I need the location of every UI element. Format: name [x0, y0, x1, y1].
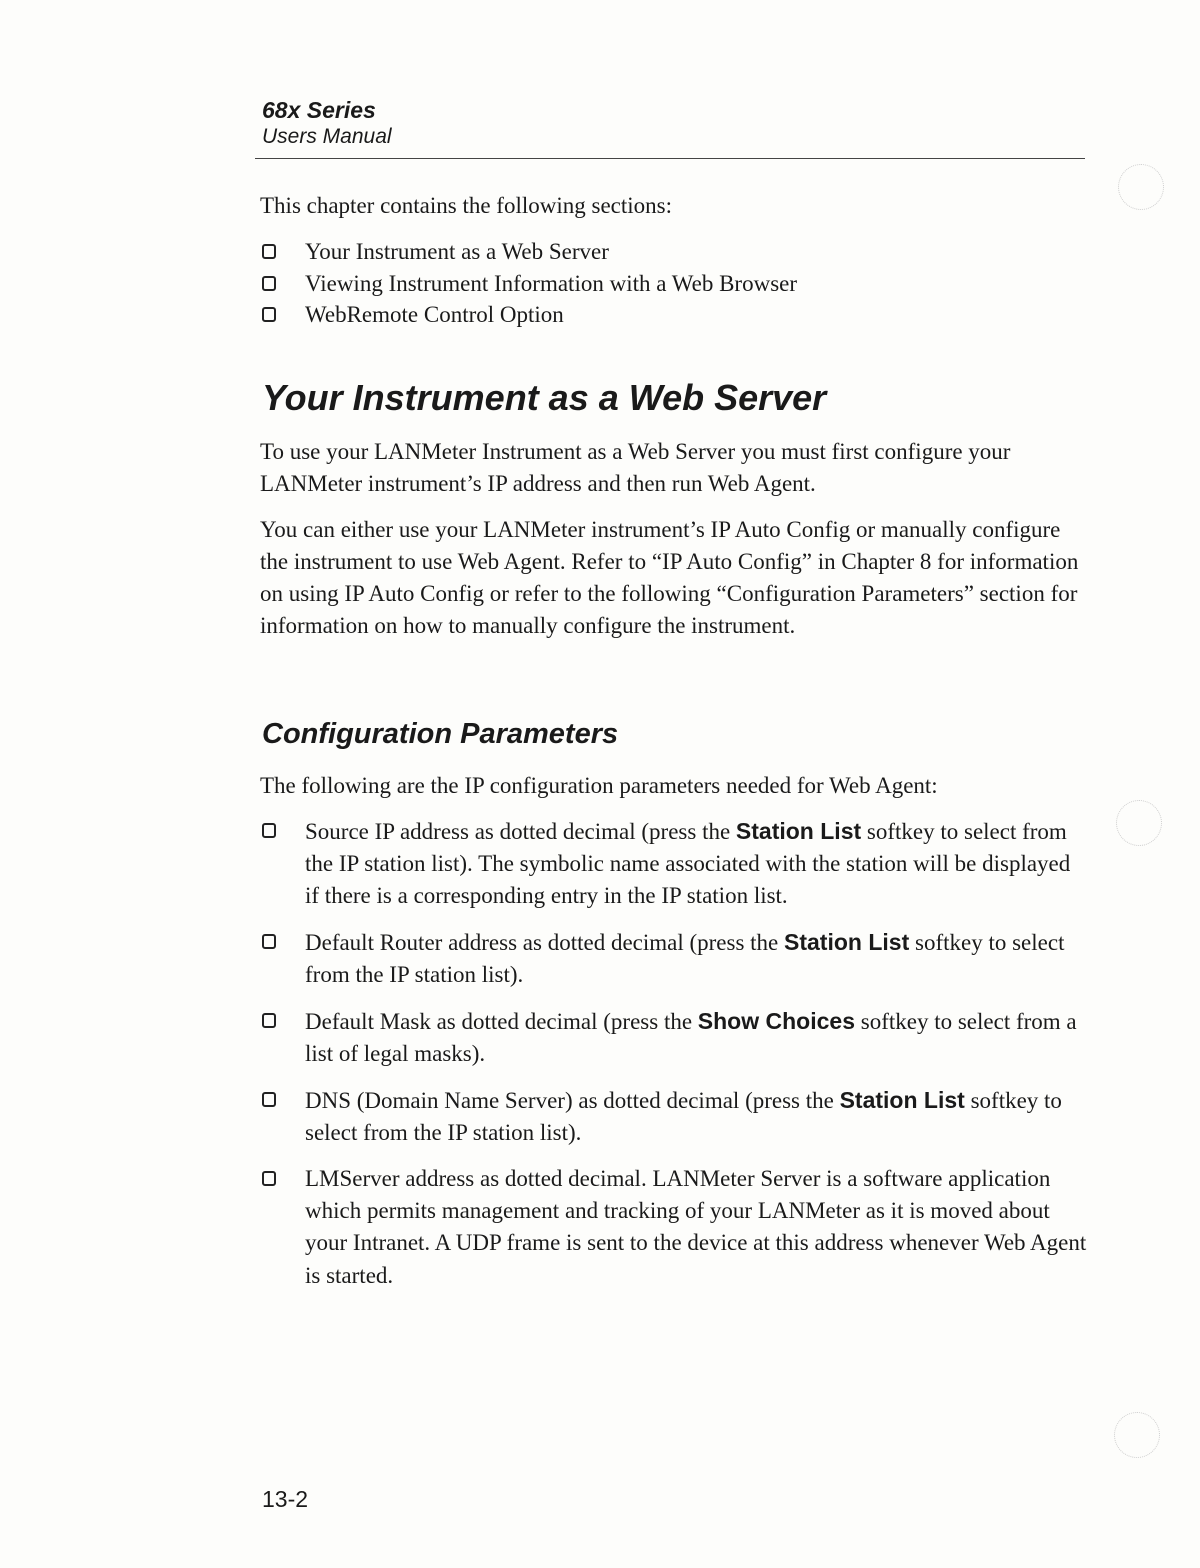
item-text: DNS (Domain Name Server) as dotted decimal (press the: [305, 1088, 840, 1113]
list-item: [260, 926, 1090, 991]
section-list: [260, 236, 1080, 331]
item-text: softkey to select from a list of legal masks).: [305, 1009, 1077, 1066]
list-item: [260, 1005, 1090, 1070]
series-title: 68x Series: [262, 97, 376, 123]
list-item: [260, 1084, 1090, 1149]
softkey-label: Station List: [839, 1087, 965, 1113]
checkbox-bullet-icon: [262, 823, 276, 838]
checkbox-bullet-icon: [262, 307, 276, 322]
section-list-label: Your Instrument as a Web Server: [305, 239, 609, 264]
checkbox-bullet-icon: [262, 1092, 276, 1107]
running-header: [262, 96, 1086, 150]
punch-hole-bottom: [1114, 1412, 1160, 1458]
manual-title: Users Manual: [262, 125, 392, 148]
list-item: [260, 815, 1090, 912]
list-item: [260, 1163, 1090, 1292]
item-text: LMServer address as dotted decimal. LANMeter Server is a software application which permits management and tracking of your LANMeter as it is moved about your Intranet. A UDP frame is sent to the device at this address whenever Web Agent is started.: [305, 1166, 1087, 1288]
checkbox-bullet-icon: [262, 1013, 276, 1028]
punch-hole-top: [1118, 164, 1164, 210]
paragraph-auto-config: You can either use your LANMeter instrument’s IP Auto Config or manually configure the instrument to use Web Agent. Refer to “IP Auto Config” in Chapter 8 for information on using IP Auto Config or refer to the following “Configuration Parameters” section for information on how to manually configure the instrument.: [260, 517, 1079, 638]
list-item: [260, 236, 1080, 268]
section-heading: Your Instrument as a Web Server: [262, 377, 827, 418]
checkbox-bullet-icon: [262, 276, 276, 291]
section-list-label: WebRemote Control Option: [305, 302, 564, 327]
item-text: Source IP address as dotted decimal (press the: [305, 819, 736, 844]
parameters-intro: The following are the IP configuration parameters needed for Web Agent:: [260, 773, 938, 798]
softkey-label: Station List: [735, 818, 862, 844]
chapter-intro: This chapter contains the following sections:: [260, 193, 672, 218]
checkbox-bullet-icon: [262, 934, 276, 949]
item-text: Default Mask as dotted decimal (press the: [305, 1009, 698, 1034]
punch-hole-middle: [1116, 800, 1162, 846]
header-rule: [255, 158, 1085, 159]
softkey-label: Show Choices: [697, 1008, 855, 1034]
section-list-label: Viewing Instrument Information with a Web Browser: [305, 270, 798, 296]
parameter-list: [260, 815, 1090, 1292]
item-text: softkey to select from the IP station list). The symbolic name associated with the station will be displayed if there is a corresponding entry in the IP station list.: [305, 819, 1071, 908]
checkbox-bullet-icon: [262, 244, 276, 259]
item-text: softkey to select from the IP station list).: [305, 930, 1065, 987]
list-item: [260, 299, 1080, 331]
softkey-label: Station List: [784, 929, 910, 955]
list-item: [260, 268, 1080, 300]
paragraph-web-server: To use your LANMeter Instrument as a Web Server you must first configure your LANMeter instrument’s IP address and then run Web Agent.: [260, 439, 1011, 496]
item-text: softkey to select from the IP station list).: [305, 1088, 1062, 1145]
item-text: Default Router address as dotted decimal (press the: [305, 930, 785, 955]
checkbox-bullet-icon: [262, 1171, 276, 1186]
page-number: 13-2: [262, 1486, 309, 1512]
subsection-heading: Configuration Parameters: [262, 718, 619, 750]
